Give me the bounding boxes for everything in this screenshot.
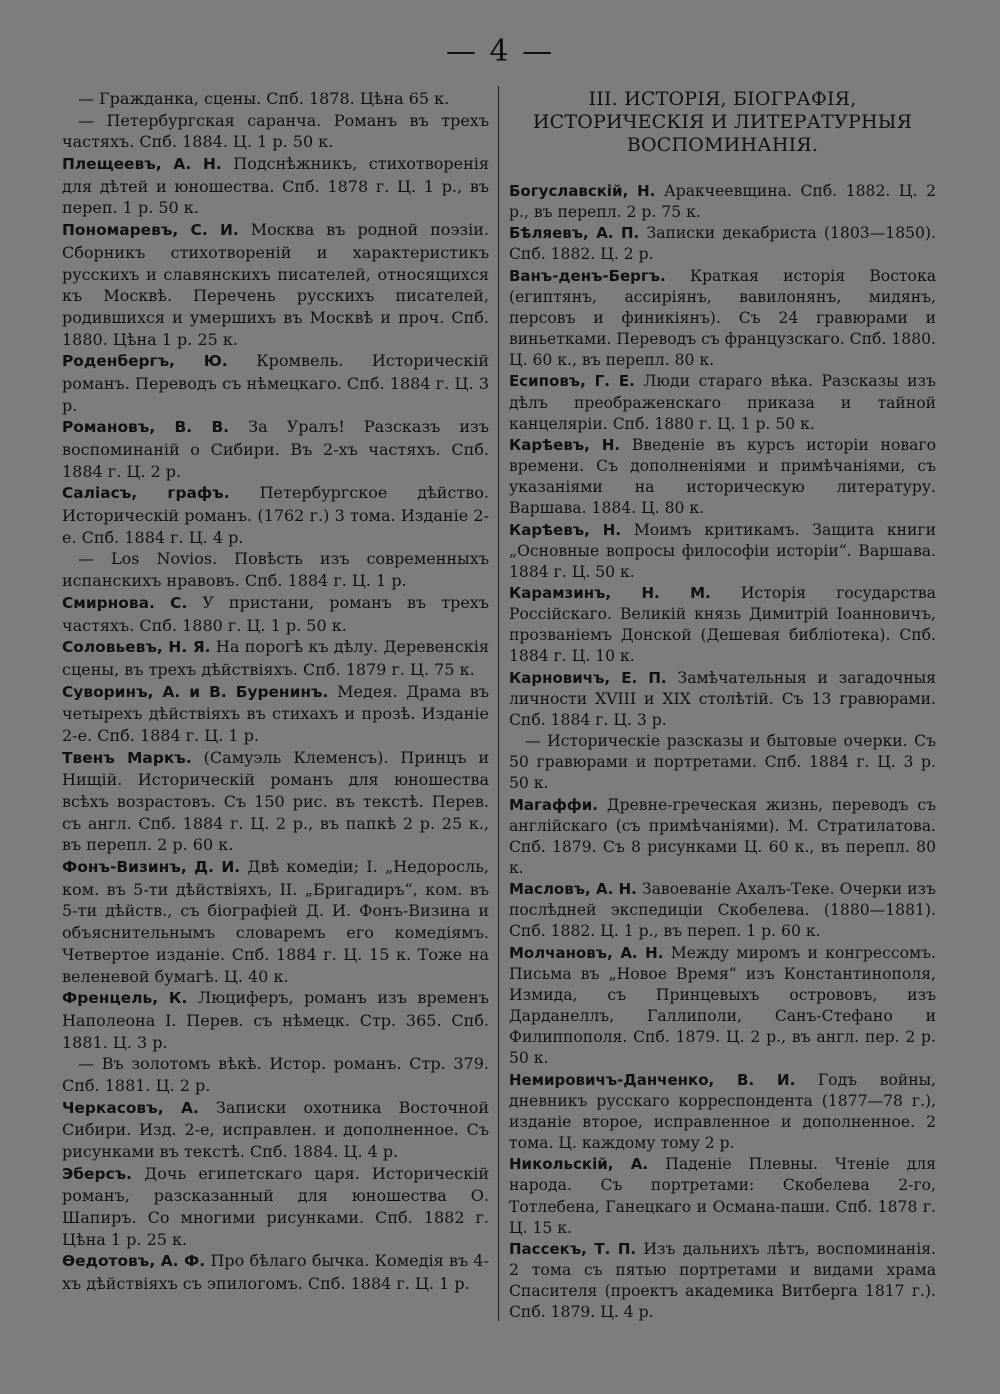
entry-author: Карновичъ, Е. П. xyxy=(509,668,667,687)
entry-text: Краткая исторія Востока (египтянъ, ассиріянъ, вавилонянъ, мидянъ, персовъ и финикіянъ). Съ 24 гравюрами и виньетками. Переводъ съ французскаго. Спб. 1880. Ц. 60 к., въ перепл. 80 к. xyxy=(509,266,936,370)
entry-author: Романовъ, В. В. xyxy=(62,418,230,437)
entry-author: Бѣляевъ, А. П. xyxy=(509,224,640,243)
entry-text: Введеніе въ курсъ исторіи новаго времени. Съ дополненіями и примѣчаніями, съ указаніями на историческую литературу. Варшава. 1884. Ц. 80 к. xyxy=(509,435,936,518)
catalog-entry xyxy=(62,856,489,987)
entry-author: Плещеевъ, А. Н. xyxy=(62,155,222,174)
entry-text: Люциферъ, романъ изъ временъ Наполеона I. Перев. съ нѣмецк. Стр. 365. Спб. 1881. Ц. 3 р. xyxy=(62,988,489,1052)
entry-text: Исторія государства Россійскаго. Великій князь Димитрій Іоанновичъ, прозваніемъ Донской (Дешевая библіотека). Спб. 1884 г. Ц. 10 к. xyxy=(509,583,936,666)
entry-author: Карамзинъ, Н. М. xyxy=(509,583,711,602)
entry-text: Завоеваніе Ахалъ-Теке. Очерки изъ послѣдней экспедиціи Скобелева. (1880—1881). Спб. 1882. Ц. 1 р., въ переп. 1 р. 60 к. xyxy=(509,880,936,941)
catalog-entry xyxy=(62,636,489,680)
right-entries xyxy=(509,181,936,1323)
entry-text: Моимъ критикамъ. Защита книги „Основные вопросы философіи исторіи“. Варшава. 1884 г. Ц. 50 к. xyxy=(509,520,936,581)
catalog-entry xyxy=(509,520,936,583)
entry-text: Паденіе Плевны. Чтеніе для народа. Съ портретами: Скобелева 2-го, Тотлебена, Ганецкаго и Османа-паши. Спб. 1878 г. Ц. 15 к. xyxy=(509,1155,936,1237)
entry-author: Карѣевъ, Н. xyxy=(509,520,622,539)
catalog-entry xyxy=(62,747,489,856)
right-column xyxy=(509,88,936,1323)
catalog-entry xyxy=(62,88,489,110)
entry-author: Френцель, К. xyxy=(62,989,188,1008)
catalog-entry xyxy=(509,943,936,1070)
catalog-entry xyxy=(509,1070,936,1155)
catalog-entry xyxy=(62,1163,489,1251)
catalog-entry xyxy=(62,1053,489,1096)
page-number: — 4 — xyxy=(445,34,555,69)
entry-author: Масловъ, А. Н. xyxy=(509,880,637,899)
catalog-entry xyxy=(62,219,489,350)
entry-author: Есиповъ, Г. Е. xyxy=(509,372,635,391)
catalog-entry xyxy=(509,731,936,794)
entry-text: — Los Novios. Повѣсть изъ современныхъ испанскихъ нравовъ. Спб. 1884 г. Ц. 1 р. xyxy=(62,549,489,591)
entry-author: Ѳедотовъ, А. Ф. xyxy=(62,1252,206,1271)
entry-author: Суворинъ, А. и В. Буренинъ. xyxy=(62,682,329,701)
entry-text: Годъ войны, дневникъ русскаго корреспондента (1877—78 г.), изданіе второе, исправленное и дополненное. 2 тома. Ц. каждому тому 2 р. xyxy=(509,1070,936,1153)
entry-text: — Гражданка, сцены. Спб. 1878. Цѣна 65 к. xyxy=(78,89,450,108)
section-heading: III. ИСТОРІЯ, БІОГРАФІЯ, ИСТОРИЧЕСКІЯ И ЛИТЕРАТУРНЫЯ ВОСПОМИНАНІЯ. xyxy=(532,88,913,156)
entry-author: Смирнова. С. xyxy=(62,593,188,612)
catalog-entry xyxy=(62,987,489,1053)
entry-text: Дочь египетскаго царя. Историческій романъ, разсказанный для юношества О. Шапиръ. Со многими рисунками. Спб. 1882 г. Цѣна 1 р. 25 к. xyxy=(62,1163,489,1249)
entry-author: Карѣевъ, Н. xyxy=(509,435,621,454)
entry-author: Соловьевъ, Н. Я. xyxy=(62,638,211,657)
catalog-entry xyxy=(509,1239,936,1324)
entry-text: За Уралъ! Разсказъ изъ воспоминаній о Сибири. Въ 2-хъ частяхъ. Спб. 1884 г. Ц. 2 р. xyxy=(62,417,489,481)
catalog-entry xyxy=(509,583,936,668)
entry-text: У пристани, романъ въ трехъ частяхъ. Спб. 1880 г. Ц. 1 р. 50 к. xyxy=(62,592,489,635)
left-column xyxy=(62,88,489,1295)
entry-author: Магаффи. xyxy=(509,795,598,814)
entry-author: Эберсъ. xyxy=(62,1164,133,1183)
catalog-entry xyxy=(509,795,936,880)
entry-text: Кромвель. Историческій романъ. Переводъ съ нѣмецкаго. Спб. 1884 г. Ц. 3 р. xyxy=(62,351,490,415)
entry-author: Роденбергъ, Ю. xyxy=(62,352,228,371)
entry-text: Петербургское дѣйство. Историческій романъ. (1762 г.) 3 тома. Изданіе 2-е. Спб. 1884 г. Ц. 4 р. xyxy=(62,483,490,547)
catalog-entry xyxy=(509,266,936,372)
catalog-entry xyxy=(509,223,936,265)
catalog-entry xyxy=(62,1097,489,1163)
entry-author: Никольскій, А. xyxy=(509,1155,649,1174)
entry-text: Изъ дальнихъ лѣтъ, воспоминанія. 2 тома съ пятью портретами и видами храма Спасителя (проектъ академика Витберга 1817 г.). Спб. 1879. Ц. 4 р. xyxy=(509,1239,936,1322)
catalog-entry xyxy=(62,350,489,416)
catalog-entry xyxy=(62,153,489,219)
entry-text: — Петербургская саранча. Романъ въ трехъ частяхъ. Спб. 1884. Ц. 1 р. 50 к. xyxy=(62,110,489,152)
entry-text: Москва въ родной поэзіи. Сборникъ стихотвореній и характеристикъ русскихъ и славянскихъ писателей, относящихся къ Москвѣ. Перечень русскихъ писателей, родившихся и умершихъ въ Москвѣ и проч. Спб. 1880. Цѣна 1 р. 25 к. xyxy=(62,220,489,349)
column-divider xyxy=(498,86,499,1321)
entry-text: Замѣчательныя и загадочныя личности XVIII и XIX столѣтій. Съ 13 гравюрами. Спб. 1884 г. Ц. 3 р. xyxy=(509,668,936,729)
entry-author: Немировичъ-Данченко, В. И. xyxy=(509,1070,796,1089)
entry-author: Твенъ Маркъ. xyxy=(62,748,192,767)
catalog-entry xyxy=(509,1154,936,1239)
entry-text: Древне-греческая жизнь, переводъ съ англійскаго (съ примѣчаніями). М. Стратилатова. Спб. 1879. Съ 8 рисунками Ц. 60 к., въ перепл. 80 к. xyxy=(509,795,936,877)
entry-author: Фонъ-Визинъ, Д. И. xyxy=(62,858,241,877)
entry-text: (Самуэль Клеменсъ). Принцъ и Нищій. Историческій романъ для юношества всѣхъ возрастовъ. Съ 150 рис. въ текстѣ. Перев. съ англ. Спб. 1884 г. Ц. 2 р., въ папкѣ 2 р. 25 к., въ перепл. 2 р. 60 к. xyxy=(62,747,490,855)
entry-text: Подснѣжникъ, стихотворенія для дѣтей и юношества. Спб. 1878 г. Ц. 1 р., въ переп. 1 р. 50 к. xyxy=(62,154,489,218)
entry-text: Записки охотника Восточной Сибири. Изд. 2-е, исправлен. и дополненное. Съ рисунками въ текстѣ. Спб. 1884. Ц. 4 р. xyxy=(62,1097,489,1161)
catalog-entry xyxy=(62,416,489,482)
entry-text: Медея. Драма въ четырехъ дѣйствіяхъ въ стихахъ и прозѣ. Изданіе 2-е. Спб. 1884 г. Ц. 1 р. xyxy=(62,681,489,745)
catalog-entry xyxy=(62,482,489,548)
entry-text: Аракчеевщина. Спб. 1882. Ц. 2 р., въ перепл. 2 р. 75 к. xyxy=(509,182,936,222)
entry-text: Двѣ комедіи; I. „Недоросль, ком. въ 5-ти дѣйствіяхъ, II. „Бригадиръ“, ком. въ 5-ти дѣйств., съ біографіей Д. И. Фонъ-Визина и объяснительнымъ словаремъ его комедіямъ. Четвертое изданіе. Спб. 1884 г. Ц. 15 к. Тоже на веленевой бумагѣ. Ц. 40 к. xyxy=(62,857,489,986)
entry-text: — Въ золотомъ вѣкѣ. Истор. романъ. Стр. 379. Спб. 1881. Ц. 2 р. xyxy=(62,1054,489,1095)
catalog-entry xyxy=(62,548,489,591)
entry-author: Молчановъ, А. Н. xyxy=(509,943,664,962)
entry-text: Между миромъ и конгрессомъ. Письма въ „Новое Время“ изъ Константинополя, Измида, съ Принцевыхъ острововъ, изъ Дарданеллъ, Галлиполи, Санъ-Стефано и Филиппополя. Спб. 1879. Ц. 2 р., въ англ. пер. 2 р. 50 к. xyxy=(509,943,937,1068)
catalog-entry xyxy=(509,668,936,731)
catalog-entry xyxy=(62,681,489,747)
entry-text: — Историческіе разсказы и бытовые очерки. Съ 50 гравюрами и портретами. Спб. 1884 г. Ц. 3 р. 50 к. xyxy=(509,732,936,793)
entry-author: Ванъ-денъ-Бергъ. xyxy=(509,266,666,285)
catalog-entry xyxy=(509,181,936,223)
entry-text: На порогѣ къ дѣлу. Деревенскія сцены, въ трехъ дѣйствіяхъ. Спб. 1879 г. Ц. 75 к. xyxy=(62,637,489,679)
entry-text: Люди стараго вѣка. Разсказы изъ дѣлъ преображенскаго приказа и тайной канцеляріи. Спб. 1880 г. Ц. 1 р. 50 к. xyxy=(509,372,936,433)
catalog-entry xyxy=(509,879,936,942)
entry-author: Богуславскій, Н. xyxy=(509,182,656,200)
entry-author: Саліасъ, графъ. xyxy=(62,484,230,503)
entry-text: Про бѣлаго бычка. Комедія въ 4-хъ дѣйствіяхъ съ эпилогомъ. Спб. 1884 г. Ц. 1 р. xyxy=(62,1251,489,1294)
catalog-entry xyxy=(509,435,936,520)
entry-author: Пассекъ, Т. П. xyxy=(509,1239,637,1258)
entry-author: Пономаревъ, С. И. xyxy=(62,221,239,240)
catalog-entry xyxy=(62,110,489,153)
catalog-entry xyxy=(62,592,489,636)
catalog-entry xyxy=(509,371,936,434)
catalog-entry xyxy=(62,1250,489,1294)
entry-author: Черкасовъ, А. xyxy=(62,1098,199,1117)
entry-text: Записки декабриста (1803—1850). Спб. 1882. Ц. 2 р. xyxy=(509,224,936,264)
